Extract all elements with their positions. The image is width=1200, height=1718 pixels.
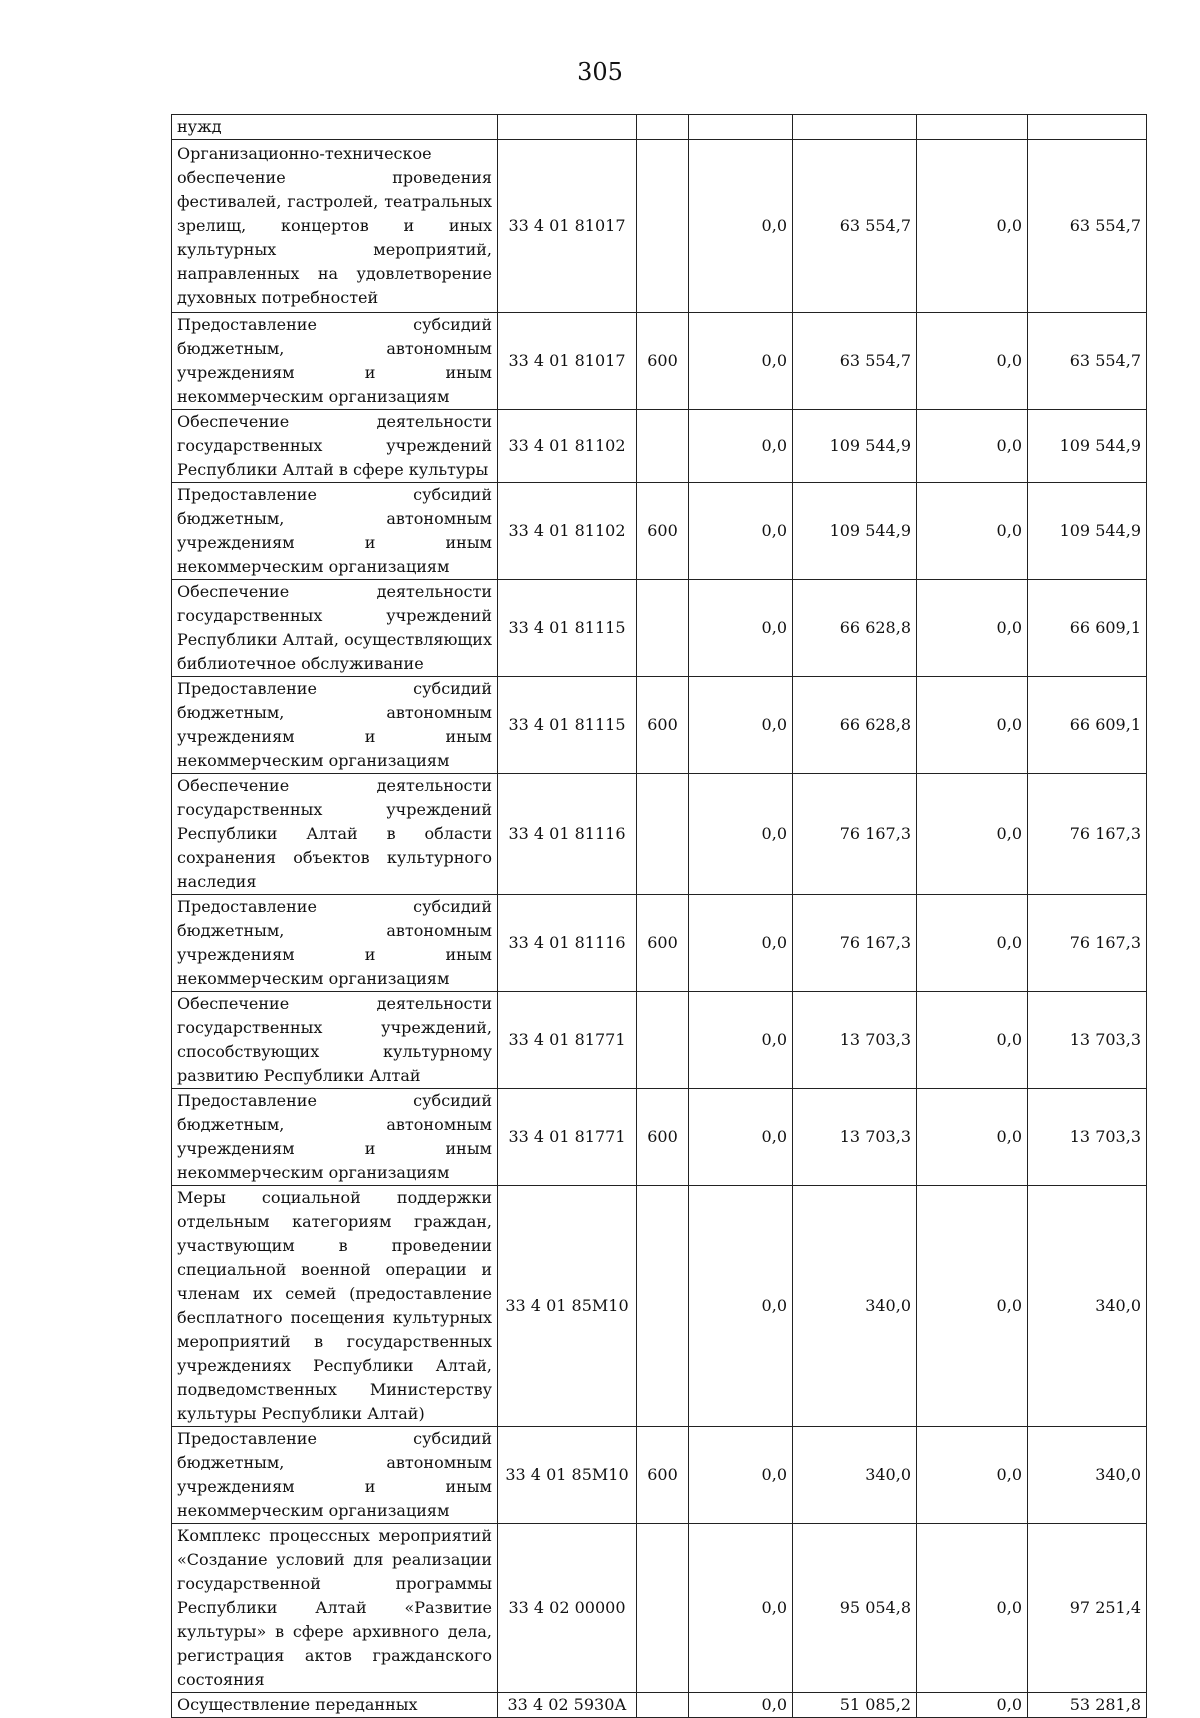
row-expense-type-cell [637,580,689,677]
table-row [172,992,1147,1089]
row-name-cell: Предоставление субсидий бюджетным, автономным учреждениям и иным некоммерческим организациям [172,1089,498,1186]
row-name-cell: Предоставление субсидий бюджетным, автономным учреждениям и иным некоммерческим организациям [172,483,498,580]
row-value-3-cell: 0,0 [917,1524,1028,1693]
row-value-2-cell: 109 544,9 [793,483,917,580]
row-value-3-cell: 0,0 [917,1186,1028,1427]
row-value-1-cell: 0,0 [689,992,793,1089]
row-expense-type-cell: 600 [637,677,689,774]
row-value-3-cell [917,115,1028,140]
row-code-cell: 33 4 02 00000 [498,1524,637,1693]
table-row [172,774,1147,895]
row-code-cell [498,115,637,140]
table-row [172,410,1147,483]
row-code-cell: 33 4 01 81102 [498,483,637,580]
row-value-4-cell: 97 251,4 [1028,1524,1147,1693]
row-code-cell: 33 4 01 81116 [498,895,637,992]
row-value-2-cell: 66 628,8 [793,677,917,774]
row-value-1-cell: 0,0 [689,1524,793,1693]
row-name-cell: Организационно-техническое обеспечение проведения фестивалей, гастролей, театральных зрелищ, концертов и иных культурных мероприятий, направленных на удовлетворение духовных потребностей [172,140,498,313]
row-value-1-cell: 0,0 [689,483,793,580]
row-value-2-cell [793,115,917,140]
row-expense-type-cell [637,410,689,483]
row-expense-type-cell [637,1186,689,1427]
row-expense-type-cell: 600 [637,895,689,992]
row-code-cell: 33 4 01 81102 [498,410,637,483]
row-name-cell: Обеспечение деятельности государственных учреждений Республики Алтай в сфере культуры [172,410,498,483]
row-expense-type-cell [637,1693,689,1718]
row-name-cell: Осуществление переданных [172,1693,498,1718]
row-value-2-cell: 76 167,3 [793,895,917,992]
row-value-1-cell: 0,0 [689,1693,793,1718]
row-name-cell: Меры социальной поддержки отдельным категориям граждан, участвующим в проведении специальной военной операции и членам их семей (предоставление бесплатного посещения культурных мероприятий в государственных учреждениях Республики Алтай, подведомственных Министерству культуры Республики Алтай) [172,1186,498,1427]
row-code-cell: 33 4 02 5930А [498,1693,637,1718]
table-row [172,115,1147,140]
table-row [172,895,1147,992]
row-value-1-cell: 0,0 [689,140,793,313]
row-value-4-cell [1028,115,1147,140]
row-value-3-cell: 0,0 [917,677,1028,774]
table-row [172,313,1147,410]
row-value-1-cell: 0,0 [689,313,793,410]
row-expense-type-cell [637,115,689,140]
table-row [172,1089,1147,1186]
row-value-3-cell: 0,0 [917,313,1028,410]
row-value-3-cell: 0,0 [917,1089,1028,1186]
row-name-cell: Обеспечение деятельности государственных учреждений Республики Алтай, осуществляющих библиотечное обслуживание [172,580,498,677]
row-value-4-cell: 66 609,1 [1028,677,1147,774]
row-value-3-cell: 0,0 [917,140,1028,313]
row-value-4-cell: 63 554,7 [1028,140,1147,313]
table-row [172,1524,1147,1693]
row-value-2-cell: 63 554,7 [793,313,917,410]
row-code-cell: 33 4 01 81116 [498,774,637,895]
row-value-2-cell: 51 085,2 [793,1693,917,1718]
table-row [172,1427,1147,1524]
table-row [172,1186,1147,1427]
row-value-4-cell: 53 281,8 [1028,1693,1147,1718]
row-expense-type-cell: 600 [637,1089,689,1186]
row-expense-type-cell [637,1524,689,1693]
table-row [172,1693,1147,1718]
row-value-2-cell: 13 703,3 [793,992,917,1089]
row-name-cell: Предоставление субсидий бюджетным, автономным учреждениям и иным некоммерческим организациям [172,313,498,410]
row-value-3-cell: 0,0 [917,580,1028,677]
row-value-1-cell: 0,0 [689,410,793,483]
row-value-2-cell: 109 544,9 [793,410,917,483]
row-expense-type-cell: 600 [637,313,689,410]
page-number: 305 [577,58,623,86]
row-code-cell: 33 4 01 81771 [498,1089,637,1186]
row-expense-type-cell: 600 [637,483,689,580]
row-value-2-cell: 340,0 [793,1186,917,1427]
row-code-cell: 33 4 01 85М10 [498,1427,637,1524]
row-name-cell: Предоставление субсидий бюджетным, автономным учреждениям и иным некоммерческим организациям [172,1427,498,1524]
row-value-2-cell: 76 167,3 [793,774,917,895]
row-value-3-cell: 0,0 [917,1427,1028,1524]
row-name-cell: нужд [172,115,498,140]
table-body [172,115,1147,1718]
row-value-2-cell: 63 554,7 [793,140,917,313]
row-value-4-cell: 13 703,3 [1028,992,1147,1089]
budget-table [171,114,1147,1718]
row-value-3-cell: 0,0 [917,992,1028,1089]
row-value-4-cell: 76 167,3 [1028,895,1147,992]
row-code-cell: 33 4 01 81017 [498,313,637,410]
row-expense-type-cell: 600 [637,1427,689,1524]
row-value-4-cell: 109 544,9 [1028,410,1147,483]
row-value-3-cell: 0,0 [917,410,1028,483]
row-value-4-cell: 13 703,3 [1028,1089,1147,1186]
row-value-1-cell: 0,0 [689,1186,793,1427]
row-value-1-cell: 0,0 [689,774,793,895]
row-name-cell: Обеспечение деятельности государственных учреждений Республики Алтай в области сохранения объектов культурного наследия [172,774,498,895]
row-value-2-cell: 340,0 [793,1427,917,1524]
table-row [172,140,1147,313]
row-value-4-cell: 109 544,9 [1028,483,1147,580]
row-value-3-cell: 0,0 [917,895,1028,992]
row-value-3-cell: 0,0 [917,1693,1028,1718]
row-value-1-cell: 0,0 [689,677,793,774]
row-value-1-cell: 0,0 [689,1089,793,1186]
row-value-2-cell: 95 054,8 [793,1524,917,1693]
row-name-cell: Комплекс процессных мероприятий «Создание условий для реализации государственной программы Республики Алтай «Развитие культуры» в сфере архивного дела, регистрация актов гражданского состояния [172,1524,498,1693]
row-value-3-cell: 0,0 [917,774,1028,895]
row-code-cell: 33 4 01 81771 [498,992,637,1089]
row-name-cell: Предоставление субсидий бюджетным, автономным учреждениям и иным некоммерческим организациям [172,895,498,992]
row-value-1-cell: 0,0 [689,580,793,677]
row-value-4-cell: 340,0 [1028,1427,1147,1524]
row-code-cell: 33 4 01 81017 [498,140,637,313]
table-row [172,483,1147,580]
row-value-1-cell: 0,0 [689,895,793,992]
row-value-1-cell [689,115,793,140]
row-value-2-cell: 13 703,3 [793,1089,917,1186]
row-value-4-cell: 340,0 [1028,1186,1147,1427]
table-row [172,677,1147,774]
row-code-cell: 33 4 01 81115 [498,677,637,774]
row-value-4-cell: 66 609,1 [1028,580,1147,677]
row-name-cell: Предоставление субсидий бюджетным, автономным учреждениям и иным некоммерческим организациям [172,677,498,774]
row-expense-type-cell [637,774,689,895]
row-expense-type-cell [637,140,689,313]
row-value-4-cell: 63 554,7 [1028,313,1147,410]
row-value-1-cell: 0,0 [689,1427,793,1524]
row-code-cell: 33 4 01 85М10 [498,1186,637,1427]
row-value-3-cell: 0,0 [917,483,1028,580]
row-code-cell: 33 4 01 81115 [498,580,637,677]
table-row [172,580,1147,677]
row-expense-type-cell [637,992,689,1089]
row-value-2-cell: 66 628,8 [793,580,917,677]
row-value-4-cell: 76 167,3 [1028,774,1147,895]
row-name-cell: Обеспечение деятельности государственных учреждений, способствующих культурному развитию Республики Алтай [172,992,498,1089]
